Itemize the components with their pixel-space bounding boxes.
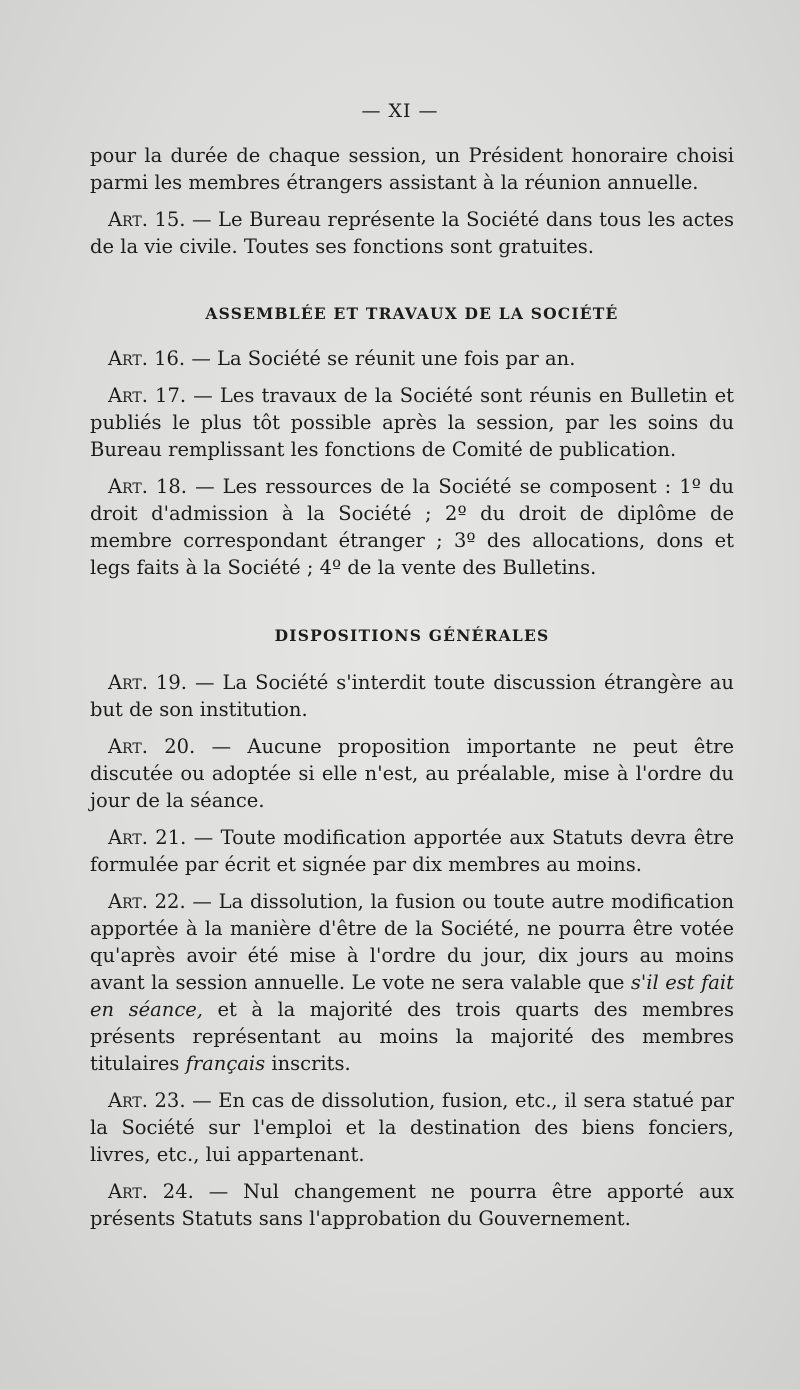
article-15	[90, 206, 734, 260]
article-17-text: — Les travaux de la Société sont réunis en Bulletin et publiés le plus tôt possible après la session, par les soins du Bureau remplissant les fonctions de Comité de publication.	[90, 384, 735, 461]
article-18-label: Art. 18.	[108, 475, 188, 498]
article-22	[90, 888, 734, 1077]
article-16-text: — La Société se réunit une fois par an.	[185, 347, 576, 370]
article-24-text: — Nul changement ne pourra être apporté aux présents Statuts sans l'approbation du Gouvernement.	[90, 1180, 734, 1230]
article-20-label: Art. 20.	[108, 735, 196, 758]
article-23-text: — En cas de dissolution, fusion, etc., il sera statué par la Société sur l'emploi et la destination des biens fonciers, livres, etc., lui appartenant.	[90, 1089, 735, 1166]
intro-paragraph	[90, 142, 734, 196]
article-18-text: — Les ressources de la Société se composent : 1º du droit d'admission à la Société ; 2º du droit de diplôme de membre correspondant étranger ; 3º des allocations, dons et legs faits à la Société ; 4º de la vente des Bulletins.	[90, 475, 734, 579]
article-18	[90, 473, 734, 581]
article-19-text: — La Société s'interdit toute discussion étrangère au but de son institution.	[90, 671, 734, 721]
article-22-text-c: inscrits.	[265, 1052, 351, 1075]
article-17-label: Art. 17.	[108, 384, 187, 407]
article-24-label: Art. 24.	[108, 1180, 194, 1203]
article-16	[90, 345, 734, 372]
article-21-label: Art. 21.	[108, 826, 187, 849]
article-15-text: — Le Bureau représente la Société dans tous les actes de la vie civile. Toutes ses fonctions sont gratuites.	[90, 208, 734, 258]
intro-text: pour la durée de chaque session, un Président honoraire choisi parmi les membres étrangers assistant à la réunion annuelle.	[90, 144, 734, 194]
article-22-text-b: et à la majorité des trois quarts des membres présents représentant au moins la majorité des membres titulaires	[90, 998, 734, 1075]
article-20	[90, 733, 734, 814]
article-20-text: — Aucune proposition importante ne peut être discutée ou adoptée si elle n'est, au préalable, mise à l'ordre du jour de la séance.	[90, 735, 734, 812]
page-number: — XI —	[361, 100, 439, 122]
article-15-label: Art. 15.	[108, 208, 186, 231]
article-16-label: Art. 16.	[108, 347, 186, 370]
article-21	[90, 824, 734, 878]
article-23-label: Art. 23.	[108, 1089, 186, 1112]
article-23	[90, 1087, 734, 1168]
article-22-italic-a: s'il est fait en séance,	[90, 971, 734, 1021]
article-17	[90, 382, 734, 463]
article-19-label: Art. 19.	[108, 671, 187, 694]
section-heading-dispositions: DISPOSITIONS GÉNÉRALES	[274, 626, 550, 645]
section-heading-assemblee: ASSEMBLÉE ET TRAVAUX DE LA SOCIÉTÉ	[205, 304, 619, 323]
page-content	[90, 142, 734, 1232]
article-21-text: — Toute modification apportée aux Statuts devra être formulée par écrit et signée par dix membres au moins.	[90, 826, 735, 876]
article-19	[90, 669, 734, 723]
article-22-italic-b: français	[185, 1052, 266, 1075]
article-24	[90, 1178, 734, 1232]
article-22-text-a: — La dissolution, la fusion ou toute autre modification apportée à la manière d'être de la Société, ne pourra être votée qu'après avoir été mise à l'ordre du jour, dix jours au moins avant la session annuelle. Le vote ne sera valable que	[90, 890, 734, 994]
article-22-label: Art. 22.	[108, 890, 186, 913]
